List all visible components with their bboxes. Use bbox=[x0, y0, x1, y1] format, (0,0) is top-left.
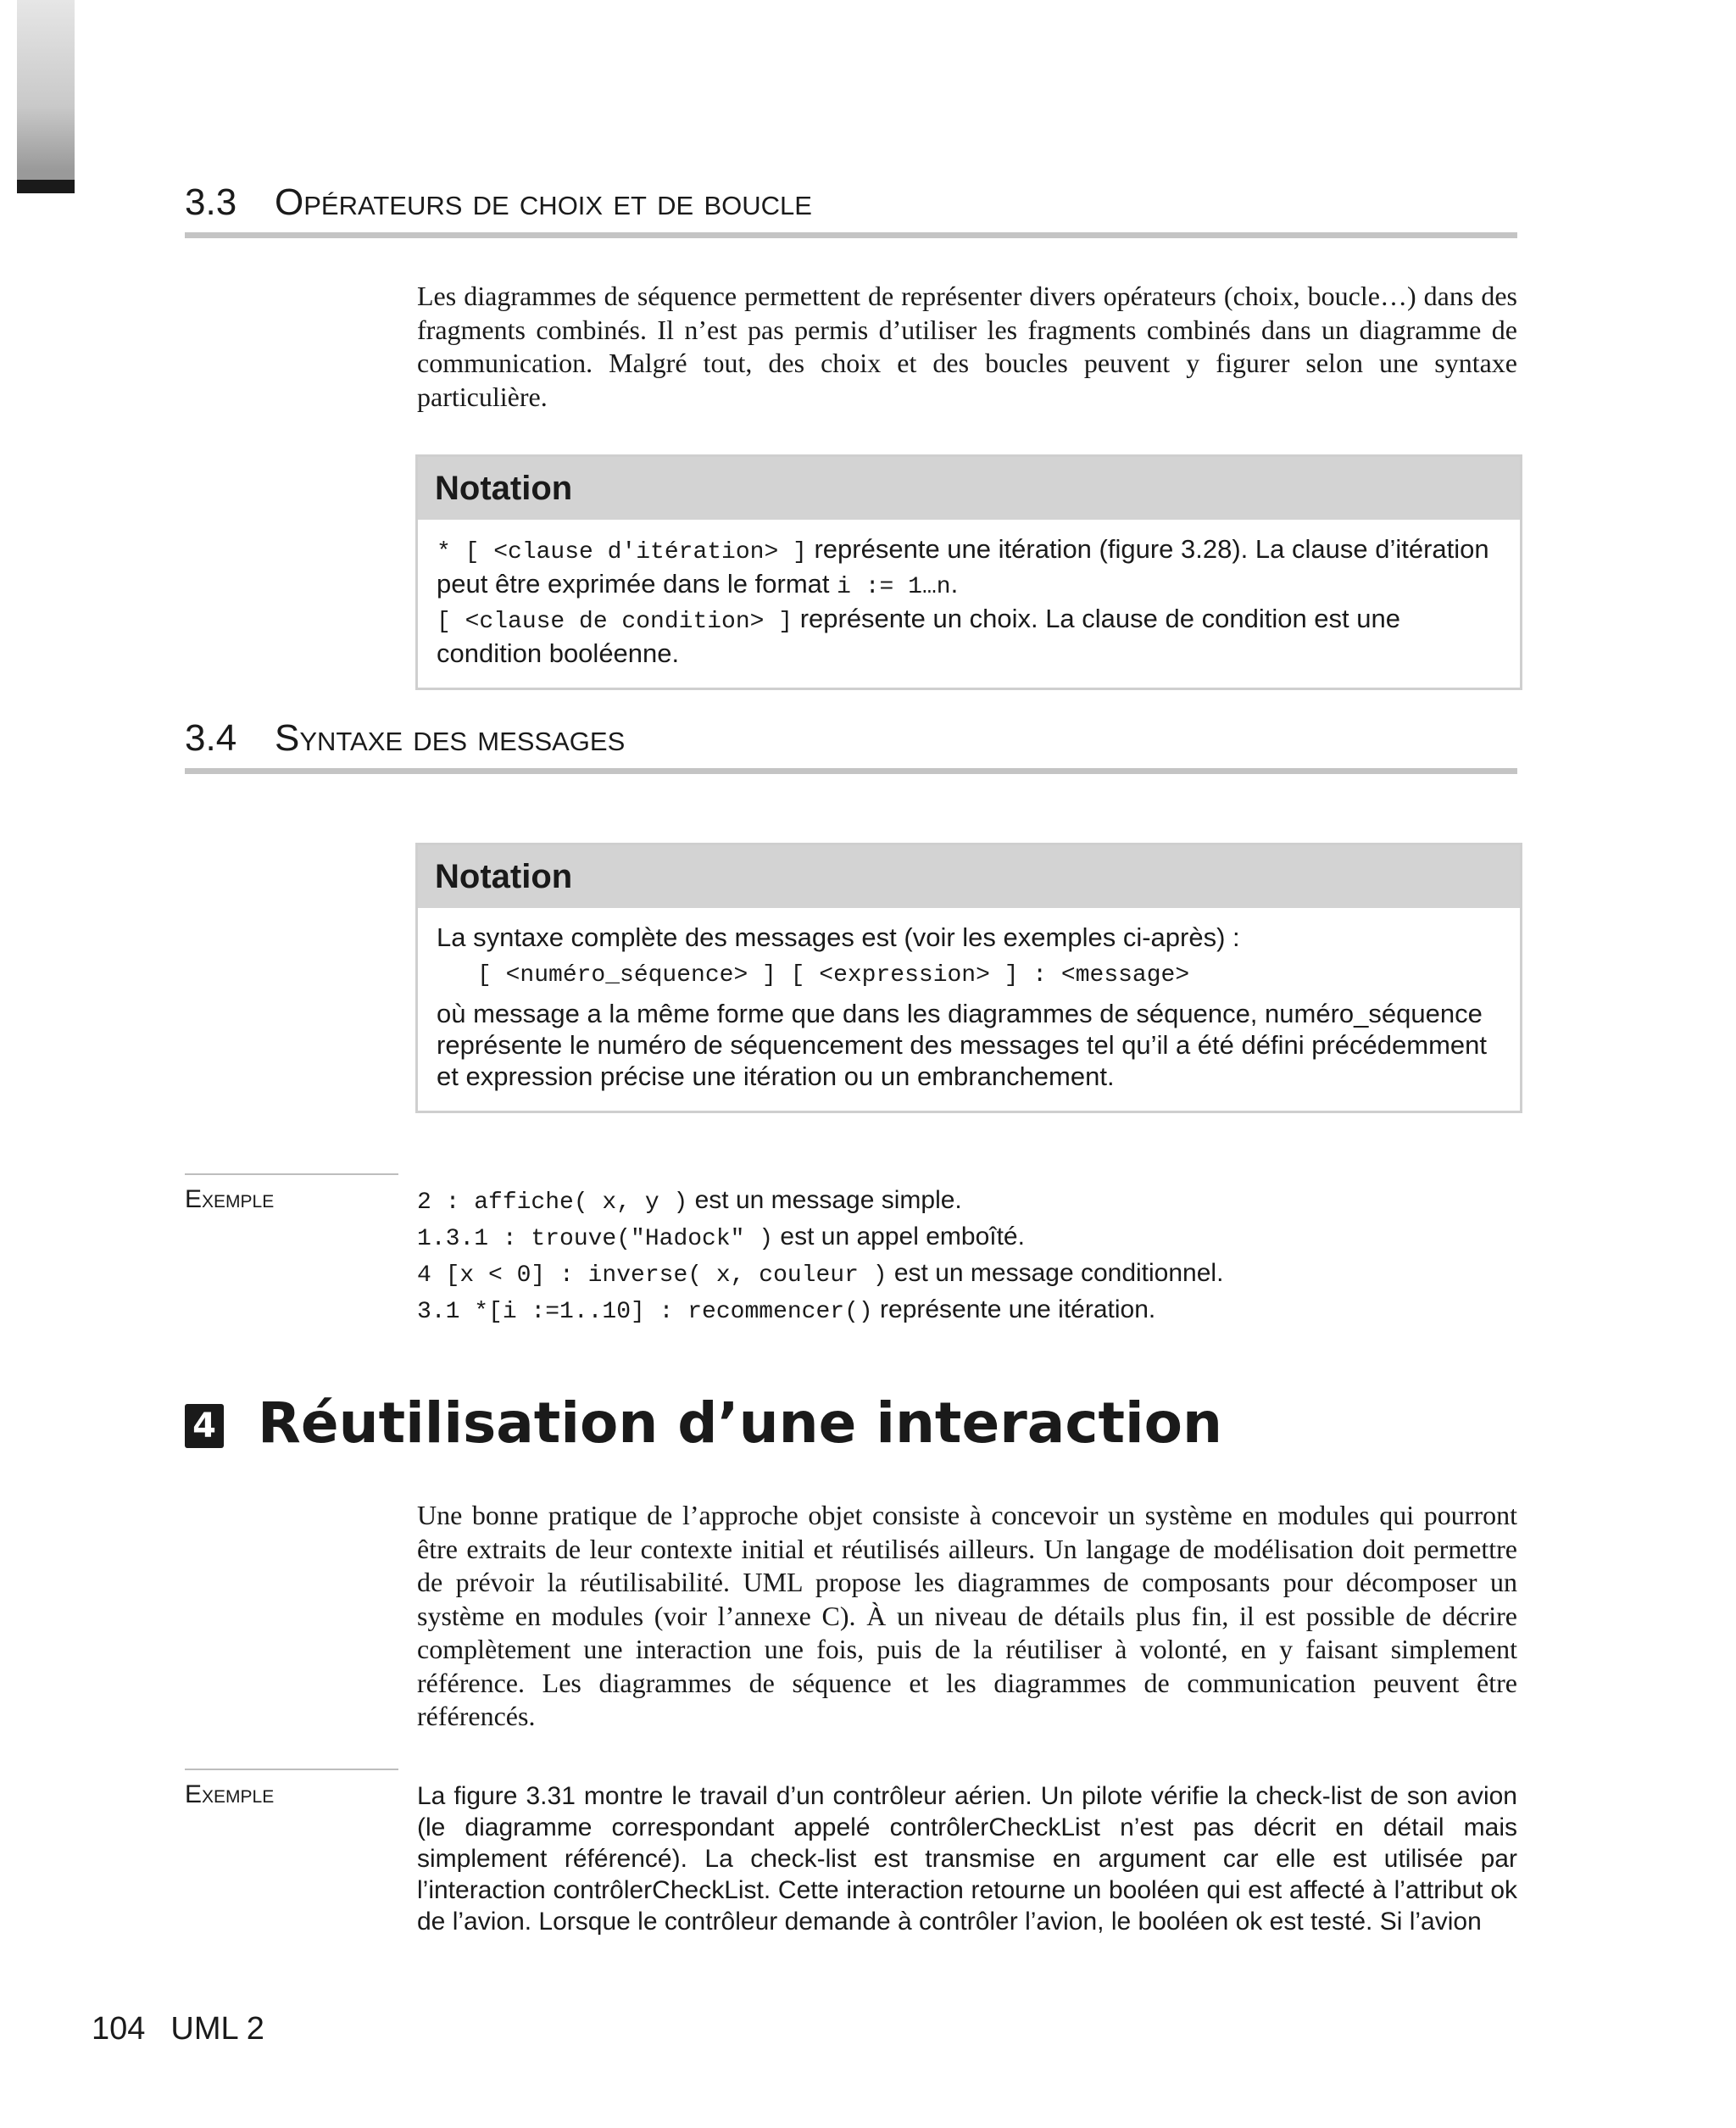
iteration-clause-code: * [ <clause d'itération> ] bbox=[437, 539, 807, 565]
notation-title: Notation bbox=[418, 845, 1520, 908]
example-label: Exemple bbox=[185, 1185, 275, 1213]
notation-box-message-syntax bbox=[415, 843, 1522, 1113]
example-code: 3.1 *[i :=1..10] : recommencer() bbox=[417, 1299, 873, 1325]
page-number: 104 bbox=[92, 2011, 146, 2047]
chapter-4-heading bbox=[185, 1390, 1222, 1456]
section-number: 3.4 bbox=[185, 717, 237, 759]
notation-condition-line bbox=[437, 603, 1501, 669]
example-line bbox=[417, 1256, 1519, 1293]
example-line bbox=[417, 1220, 1519, 1256]
corner-tab-bar bbox=[17, 180, 75, 193]
notation-intro: La syntaxe complète des messages est (voir les exemples ci-après) : bbox=[437, 922, 1240, 952]
example-line bbox=[417, 1184, 1519, 1220]
section-number: 3.3 bbox=[185, 181, 237, 223]
example-divider bbox=[185, 1769, 398, 1770]
example-code: 4 [x < 0] : inverse( x, couleur ) bbox=[417, 1262, 887, 1289]
section-title: Syntaxe des messages bbox=[275, 717, 626, 759]
example-text: est un appel emboîté. bbox=[773, 1223, 1025, 1251]
example-paragraph: La figure 3.31 montre le travail d’un contrôleur aérien. Un pilote vérifie la check-list de son avion (le diagramme correspondant appelé contrôlerCheckList n’est pas décrit en détail mais simplement référencé). La check-list est transmise en argument car elle est utilisée par l’interaction contrôlerCheckList. Cette interaction retourne un booléen qui est affecté à l’attribut ok de l’avion. Lorsque le contrôleur demande à contrôler l’avion, le booléen ok est testé. Si l’avion bbox=[417, 1782, 1517, 1936]
page-footer bbox=[92, 2011, 264, 2047]
chapter-number-box: 4 bbox=[185, 1404, 224, 1448]
iteration-format-code: i := 1…n bbox=[837, 574, 951, 600]
notation-body bbox=[418, 520, 1520, 688]
message-syntax-code: [ <numéro_séquence> ] [ <expression> ] : <message> bbox=[477, 962, 1190, 989]
condition-clause-code: [ <clause de condition> ] bbox=[437, 609, 793, 635]
section-3-3-heading bbox=[185, 181, 1517, 238]
iteration-clause-text: représente une itération (figure 3.28). La clause d’itération peut être exprimée dans le format bbox=[437, 534, 1489, 599]
notation-title: Notation bbox=[418, 457, 1520, 520]
example-label: Exemple bbox=[185, 1780, 275, 1808]
message-examples bbox=[417, 1184, 1519, 1329]
condition-clause-text: représente un choix. La clause de condition est une condition booléenne. bbox=[437, 604, 1400, 668]
section-3-3-intro: Les diagrammes de séquence permettent de représenter divers opérateurs (choix, boucle…) dans des fragments combinés. Il n’est pas permis d’utiliser les fragments combinés dans un diagramme de communication. Malgré tout, des choix et des boucles peuvent y figurer selon une syntaxe particulière. bbox=[417, 281, 1517, 412]
example-divider bbox=[185, 1173, 398, 1175]
example-text: est un message conditionnel. bbox=[887, 1259, 1224, 1287]
section-3-4-heading bbox=[185, 717, 1517, 774]
page-corner-tab bbox=[17, 0, 75, 193]
notation-body bbox=[418, 908, 1520, 1111]
example-text: représente une itération. bbox=[872, 1295, 1156, 1323]
example-code: 1.3.1 : trouve("Hadock" ) bbox=[417, 1226, 774, 1252]
example-line bbox=[417, 1293, 1519, 1329]
notation-box-iteration bbox=[415, 454, 1522, 690]
example-text: est un message simple. bbox=[687, 1186, 962, 1214]
section-title: Opérateurs de choix et de boucle bbox=[275, 181, 812, 223]
book-title: UML 2 bbox=[170, 2011, 264, 2047]
chapter-4-paragraph: Une bonne pratique de l’approche objet consiste à concevoir un système en modules qui pourront être extraits de leur contexte initial et réutilisés ailleurs. Un langage de modélisation doit permettre de prévoir la réutilisabilité. UML propose les diagrammes de composants pour décomposer un système en modules (voir l’annexe C). À un niveau de détails plus fin, il est possible de décrire complètement une interaction une fois, puis de la réutiliser à volonté, en y faisant simplement référence. Les diagrammes de séquence et les diagrammes de communication peuvent être référencés. bbox=[417, 1500, 1517, 1731]
notation-explanation: où message a la même forme que dans les diagrammes de séquence, numéro_séquence représente le numéro de séquencement des messages tel qu’il a été défini précédemment et expression précise une itération ou un embranchement. bbox=[437, 999, 1488, 1091]
notation-iteration-line bbox=[437, 533, 1501, 603]
chapter-title: Réutilisation d’une interaction bbox=[258, 1390, 1222, 1456]
example-code: 2 : affiche( x, y ) bbox=[417, 1189, 688, 1216]
iteration-format-end: . bbox=[950, 569, 959, 599]
